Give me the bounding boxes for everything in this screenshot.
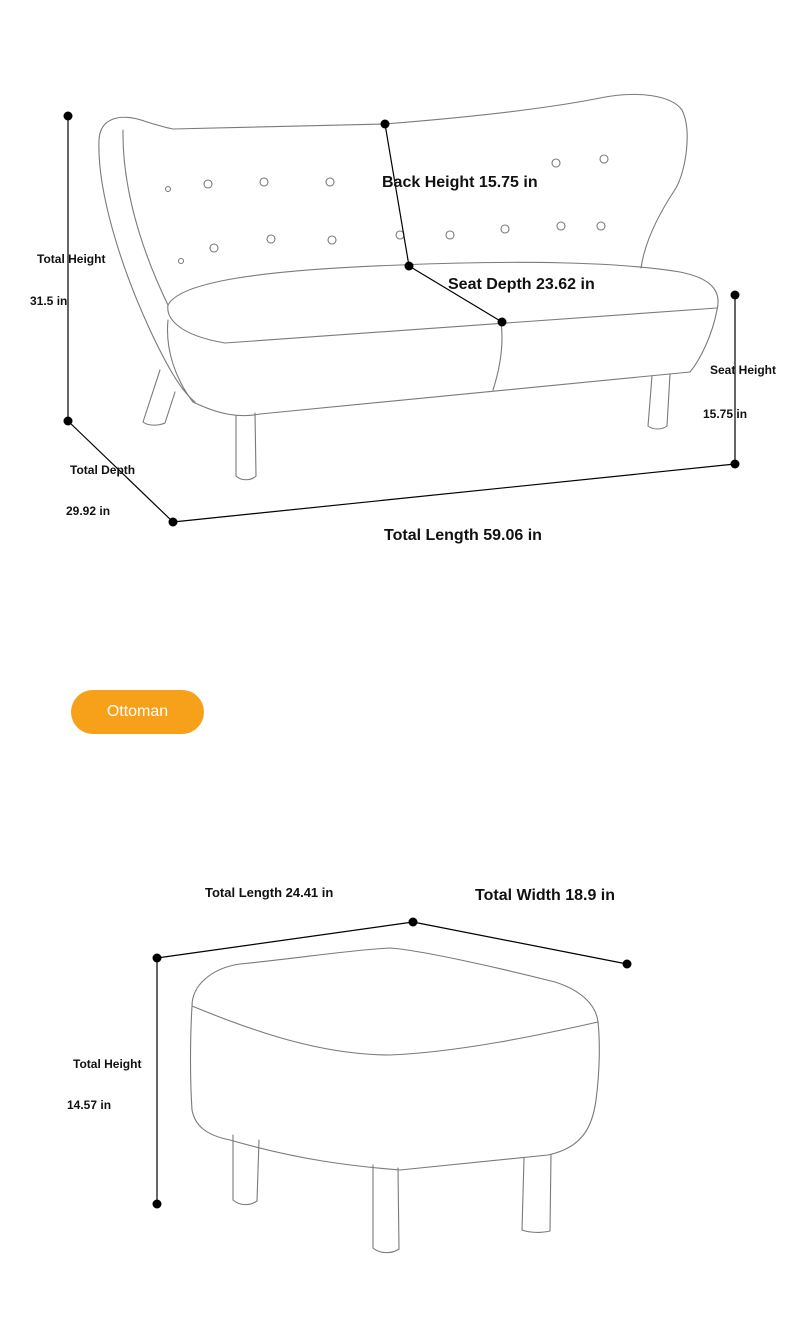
sofa-total-length: Total Length 59.06 in bbox=[384, 527, 542, 544]
ottoman-tab-button[interactable]: Ottoman bbox=[71, 690, 204, 734]
sofa-back-height: Back Height 15.75 in bbox=[382, 174, 538, 191]
sofa-seat-depth: Seat Depth 23.62 in bbox=[448, 276, 595, 293]
ottoman-total-width: Total Width 18.9 in bbox=[475, 887, 616, 904]
sofa-total-depth-label: Total Depth bbox=[70, 463, 136, 477]
ottoman-total-length: Total Length 24.41 in bbox=[205, 885, 334, 900]
sofa-total-height-value: 31.5 in bbox=[30, 294, 68, 308]
ottoman-dimension-lines bbox=[153, 918, 632, 1209]
sofa-illustration bbox=[99, 94, 718, 479]
ottoman-illustration bbox=[191, 948, 600, 1253]
sofa-seat-height-label: Seat Height bbox=[710, 363, 777, 377]
sofa-seat-height-value: 15.75 in bbox=[703, 407, 748, 421]
sofa-total-height-label: Total Height bbox=[37, 252, 106, 266]
sofa-total-depth-value: 29.92 in bbox=[66, 504, 111, 518]
ottoman-total-height-label: Total Height bbox=[73, 1057, 142, 1071]
ottoman-total-height-value: 14.57 in bbox=[67, 1098, 112, 1112]
